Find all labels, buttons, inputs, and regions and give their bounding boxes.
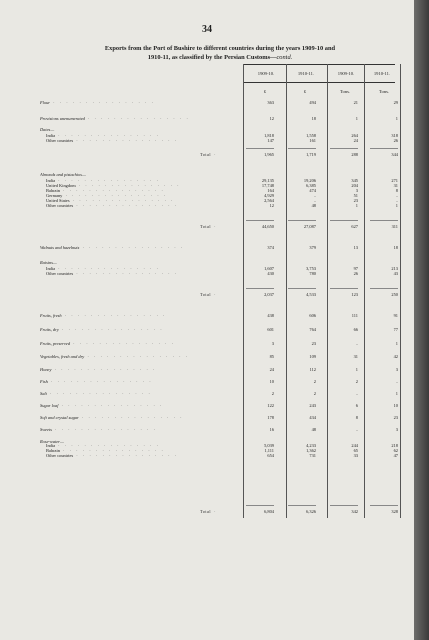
row-value: .. (313, 198, 316, 203)
row-label (40, 427, 240, 432)
row-value: 218 (391, 443, 398, 448)
row-value: 8 (355, 415, 358, 420)
title-continued: contd. (276, 54, 293, 61)
row-value: 731 (309, 453, 316, 458)
table-row (0, 391, 414, 397)
row-value: 23 (393, 415, 398, 420)
leader-dots: · (211, 509, 218, 514)
row-value: 147 (267, 138, 274, 143)
leader-dots: · · · · · · · · · · · · · · · · (69, 198, 175, 203)
row-value: 606 (309, 313, 316, 318)
table-total-row (0, 224, 414, 230)
row-value: 1 (355, 116, 358, 121)
table-row (0, 271, 414, 277)
subtotal-rule (288, 288, 316, 289)
row-label (40, 403, 240, 408)
row-value: 244 (351, 443, 358, 448)
row-value: 65 (353, 448, 358, 453)
row-value: 26 (393, 138, 398, 143)
leader-dots: · · · · · · · · · · · · · · · · (51, 367, 157, 372)
row-label-text: United States (46, 198, 70, 203)
row-label (40, 367, 240, 372)
row-value: 601 (267, 327, 274, 332)
row-label (46, 453, 246, 458)
row-value: 288 (351, 152, 358, 157)
leader-dots: · · · · · · · · · · · · · · · · (59, 188, 165, 193)
row-value: 19,206 (303, 178, 316, 183)
row-value: 2,564 (264, 198, 274, 203)
row-value: 31 (353, 354, 358, 359)
row-value: 29 (393, 100, 398, 105)
leader-dots: · (211, 292, 218, 297)
row-value: 345 (351, 178, 358, 183)
table-row (0, 367, 414, 373)
row-value: 44,650 (261, 224, 274, 229)
row-label-text: Other countries (46, 203, 74, 208)
row-value: 12 (269, 203, 274, 208)
row-value: 430 (267, 271, 274, 276)
row-value: 24 (269, 367, 274, 372)
row-value: 271 (391, 178, 398, 183)
leader-dots: · · · · · · · · · · · · · · · · (73, 453, 179, 458)
row-label-text: Total (200, 224, 212, 229)
row-value: 1 (355, 367, 358, 372)
row-value: 2 (313, 379, 316, 384)
row-label (40, 415, 240, 420)
row-value: 344 (391, 152, 398, 157)
row-label-text: Other countries (46, 138, 74, 143)
row-value: 654 (267, 453, 274, 458)
row-label-text: India (46, 133, 56, 138)
row-value: 47 (393, 453, 398, 458)
leader-dots: · · · · · · · · · · · · · · · · (84, 354, 190, 359)
row-label (46, 271, 246, 276)
row-value: 1,607 (264, 266, 274, 271)
row-value: 318 (391, 133, 398, 138)
row-label-text: India (46, 178, 56, 183)
leader-dots: · · · · · · · · · · · · · · · · (84, 116, 190, 121)
row-label-text: Germany (46, 193, 63, 198)
row-value: 33 (353, 453, 358, 458)
row-value: 264 (351, 133, 358, 138)
table-total-row (0, 292, 414, 298)
row-value: 328 (391, 509, 398, 514)
leader-dots: · (211, 152, 218, 157)
row-value: 2 (271, 391, 274, 396)
row-label-text: Almonds and pistachios— (40, 172, 86, 177)
row-value: 16 (269, 427, 274, 432)
row-value: 363 (267, 100, 274, 105)
unit-pounds-1: £ (263, 89, 267, 94)
row-value: 178 (267, 415, 274, 420)
row-value: 3 (395, 427, 398, 432)
row-value: 27,087 (303, 224, 316, 229)
row-label-text: Walnuts and hazelnuts (40, 245, 80, 250)
row-value: 3,753 (306, 266, 316, 271)
leader-dots: · · · · · · · · · · · · · · · · (78, 415, 184, 420)
table-row (0, 354, 414, 360)
table-row (0, 379, 414, 385)
row-label-text: United Kingdom (46, 183, 76, 188)
row-label-text: Total (200, 292, 212, 297)
unit-tons-2: Tons. (378, 89, 389, 94)
row-value: 23 (311, 341, 316, 346)
row-value: 1 (395, 116, 398, 121)
row-value: 17,748 (261, 183, 274, 188)
row-label-text: Other countries (46, 453, 74, 458)
row-value: 4,929 (264, 193, 274, 198)
row-value: 109 (309, 354, 316, 359)
row-value: 1,558 (306, 133, 316, 138)
row-value: 3 (395, 367, 398, 372)
row-value: 6,385 (306, 183, 316, 188)
row-label (46, 203, 246, 208)
row-value: .. (355, 391, 358, 396)
row-value: 1 (395, 203, 398, 208)
subtotal-rule (246, 288, 274, 289)
row-value: 434 (309, 415, 316, 420)
row-value: 243 (309, 403, 316, 408)
subtotal-rule (246, 148, 274, 149)
row-value: 24 (353, 138, 358, 143)
row-value: 13 (353, 245, 358, 250)
row-label-text: India (46, 266, 56, 271)
row-value: .. (355, 341, 358, 346)
column-header-1910-11-qty: 1910-11. (373, 71, 391, 76)
row-label (46, 138, 246, 143)
leader-dots: · · · · · · · · · · · · · · · · (58, 327, 164, 332)
leader-dots: · · · · · · · · · · · · · · · · (59, 448, 165, 453)
row-label-text: Vegetables, fresh and dry (40, 354, 85, 359)
row-value: 91 (393, 313, 398, 318)
title-line-2 (40, 53, 400, 62)
page-number: 34 (202, 24, 212, 35)
row-value: 379 (309, 245, 316, 250)
row-label-text: Fruits, preserved (40, 341, 71, 346)
unit-tons-1: Tons. (339, 89, 350, 94)
table-row (0, 100, 414, 106)
row-value: 85 (269, 354, 274, 359)
row-value: 374 (267, 245, 274, 250)
table-row (0, 116, 414, 122)
row-label (40, 354, 240, 359)
row-value: 780 (309, 271, 316, 276)
row-value: 1,818 (264, 133, 274, 138)
leader-dots: · · · · · · · · · · · · · · · · (55, 266, 160, 271)
subtotal-rule (330, 288, 358, 289)
row-value: 161 (309, 138, 316, 143)
row-value: 10 (393, 403, 398, 408)
row-label-text: Flour (40, 100, 51, 105)
leader-dots: · · · · · · · · · · · · · · · · (55, 443, 160, 448)
row-value: 18 (393, 245, 398, 250)
row-value: 2 (355, 379, 358, 384)
row-label-text: Sugar loaf (40, 403, 59, 408)
table-row (0, 341, 414, 347)
table-row (0, 327, 414, 333)
row-value: 4,533 (306, 292, 316, 297)
row-value: 31 (393, 183, 398, 188)
table-total-row (0, 152, 414, 158)
row-label (40, 313, 240, 318)
row-value: 43 (393, 271, 398, 276)
row-label (40, 245, 240, 250)
row-value: 111 (351, 313, 358, 318)
title-line-1: Exports from the Port of Bushire to different countries during the years 1909-10 and (104, 45, 336, 52)
subtotal-rule (330, 148, 358, 149)
row-label (40, 327, 240, 332)
leader-dots: · · · · · · · · · · · · · · · · (58, 403, 164, 408)
row-value: 23 (353, 198, 358, 203)
row-value: 2 (313, 391, 316, 396)
table-row (0, 415, 414, 421)
row-value: 6,326 (306, 509, 316, 514)
row-value: 2,037 (264, 292, 274, 297)
row-label (40, 341, 240, 346)
row-label (40, 260, 240, 265)
row-label-text: India (46, 443, 56, 448)
row-label (40, 127, 240, 132)
row-value: 21 (353, 100, 358, 105)
table-row (0, 427, 414, 433)
row-value: 10 (269, 379, 274, 384)
row-value: .. (313, 193, 316, 198)
row-value: 204 (351, 183, 358, 188)
subtotal-rule (246, 220, 274, 221)
row-label (40, 116, 240, 121)
row-value: 764 (309, 327, 316, 332)
row-value: 3 (355, 188, 358, 193)
row-label-text: Other countries (46, 271, 74, 276)
row-label-text: Bahrain (46, 188, 60, 193)
subtotal-rule (370, 148, 398, 149)
row-value: 213 (391, 266, 398, 271)
table-total-row (0, 509, 414, 515)
row-value: 51 (353, 193, 358, 198)
unit-pounds-2: £ (303, 89, 307, 94)
row-label-text: Sweets (40, 427, 52, 432)
row-value: 48 (311, 203, 316, 208)
leader-dots: · · · · · · · · · · · · · · · · (73, 138, 179, 143)
row-value: 18 (311, 116, 316, 121)
row-value: 66 (353, 327, 358, 332)
row-label-text: Dates— (40, 127, 55, 132)
leader-dots: · · · · · · · · · · · · · · · · (61, 313, 167, 318)
row-label-text: Fruits, dry (40, 327, 59, 332)
header-bottom-rule (243, 82, 395, 83)
subtotal-rule (370, 505, 398, 506)
row-value: 62 (393, 448, 398, 453)
row-label-text: Fruits, fresh (40, 313, 62, 318)
row-value: 122 (267, 403, 274, 408)
row-value: 164 (267, 188, 274, 193)
row-label-text: Salt (40, 391, 47, 396)
title-line-2-text: 1910-11, as classified by the Persian Customs— (147, 54, 277, 61)
subtotal-rule (370, 220, 398, 221)
row-label-text: Total (200, 152, 212, 157)
subtotal-rule (330, 505, 358, 506)
row-label-text: Provisions unenumerated (40, 116, 85, 121)
leader-dots: · (211, 224, 218, 229)
subtotal-rule (288, 505, 316, 506)
row-value: 1,965 (264, 152, 274, 157)
table-row (0, 245, 414, 251)
row-label (40, 391, 240, 396)
leader-dots: · · · · · · · · · · · · · · · · (55, 178, 160, 183)
row-value: 97 (353, 266, 358, 271)
row-label-text: Rose-water— (40, 439, 64, 444)
row-value: 6,804 (264, 509, 274, 514)
leader-dots: · · · · · · · · · · · · · · · · (51, 427, 157, 432)
row-value: 4,233 (306, 443, 316, 448)
row-value: .. (395, 379, 398, 384)
row-value: .. (355, 427, 358, 432)
binding-edge (414, 0, 429, 640)
row-value: 1,111 (264, 448, 274, 453)
row-value: 48 (311, 427, 316, 432)
row-value: 77 (393, 327, 398, 332)
row-value: 311 (391, 224, 398, 229)
row-value: 123 (351, 292, 358, 297)
row-value: 29,135 (261, 178, 274, 183)
table-title (40, 44, 400, 62)
row-value: 250 (391, 292, 398, 297)
leader-dots: · · · · · · · · · · · · · · · · (46, 391, 152, 396)
leader-dots: · · · · · · · · · · · · · · · · (75, 183, 181, 188)
row-value: 494 (309, 100, 316, 105)
table-row (0, 203, 414, 209)
row-value: 1 (355, 203, 358, 208)
subtotal-rule (330, 220, 358, 221)
table-row (0, 453, 414, 459)
leader-dots: · · · · · · · · · · · · · · · · (73, 203, 179, 208)
row-value: 1,362 (306, 448, 316, 453)
leader-dots: · · · · · · · · · · · · · · · · (55, 133, 160, 138)
row-value: .. (395, 198, 398, 203)
row-value: 6 (355, 403, 358, 408)
row-value: 3 (271, 341, 274, 346)
leader-dots: · · · · · · · · · · · · · · · · (73, 271, 179, 276)
leader-dots: · · · · · · · · · · · · · · · · (79, 245, 185, 250)
row-value: 474 (309, 188, 316, 193)
leader-dots: · · · · · · · · · · · · · · · · (62, 193, 168, 198)
row-value: 438 (267, 313, 274, 318)
row-value: 342 (351, 509, 358, 514)
row-value: 5,039 (264, 443, 274, 448)
row-label-text: Soft and crystal sugar (40, 415, 79, 420)
row-label-text: Bahrain (46, 448, 60, 453)
row-value: 26 (353, 271, 358, 276)
leader-dots: · · · · · · · · · · · · · · · · (50, 100, 155, 105)
subtotal-rule (288, 148, 316, 149)
leader-dots: · · · · · · · · · · · · · · · · (47, 379, 153, 384)
subtotal-rule (246, 505, 274, 506)
row-value: 1 (395, 341, 398, 346)
row-value: .. (395, 193, 398, 198)
subtotal-rule (370, 288, 398, 289)
row-label (40, 172, 240, 177)
column-header-1910-11-value: 1910-11. (297, 71, 315, 76)
row-label-text: Total (200, 509, 212, 514)
row-label-text: Honey (40, 367, 52, 372)
row-value: 12 (269, 116, 274, 121)
header-top-rule (243, 64, 395, 65)
column-header-1909-10-qty: 1909-10. (337, 71, 355, 76)
row-value: 1,719 (306, 152, 316, 157)
table-row (0, 403, 414, 409)
column-header-1909-10-value: 1909-10. (257, 71, 275, 76)
row-value: 627 (351, 224, 358, 229)
subtotal-rule (288, 220, 316, 221)
row-label (40, 379, 240, 384)
row-value: 8 (395, 188, 398, 193)
leader-dots: · · · · · · · · · · · · · · · · (70, 341, 176, 346)
row-value: 1 (395, 391, 398, 396)
row-value: 42 (393, 354, 398, 359)
row-value: 112 (309, 367, 316, 372)
row-label-text: Raisins— (40, 260, 57, 265)
table-row (0, 138, 414, 144)
row-label-text: Fish (40, 379, 48, 384)
row-label (40, 100, 240, 105)
table-row (0, 313, 414, 319)
